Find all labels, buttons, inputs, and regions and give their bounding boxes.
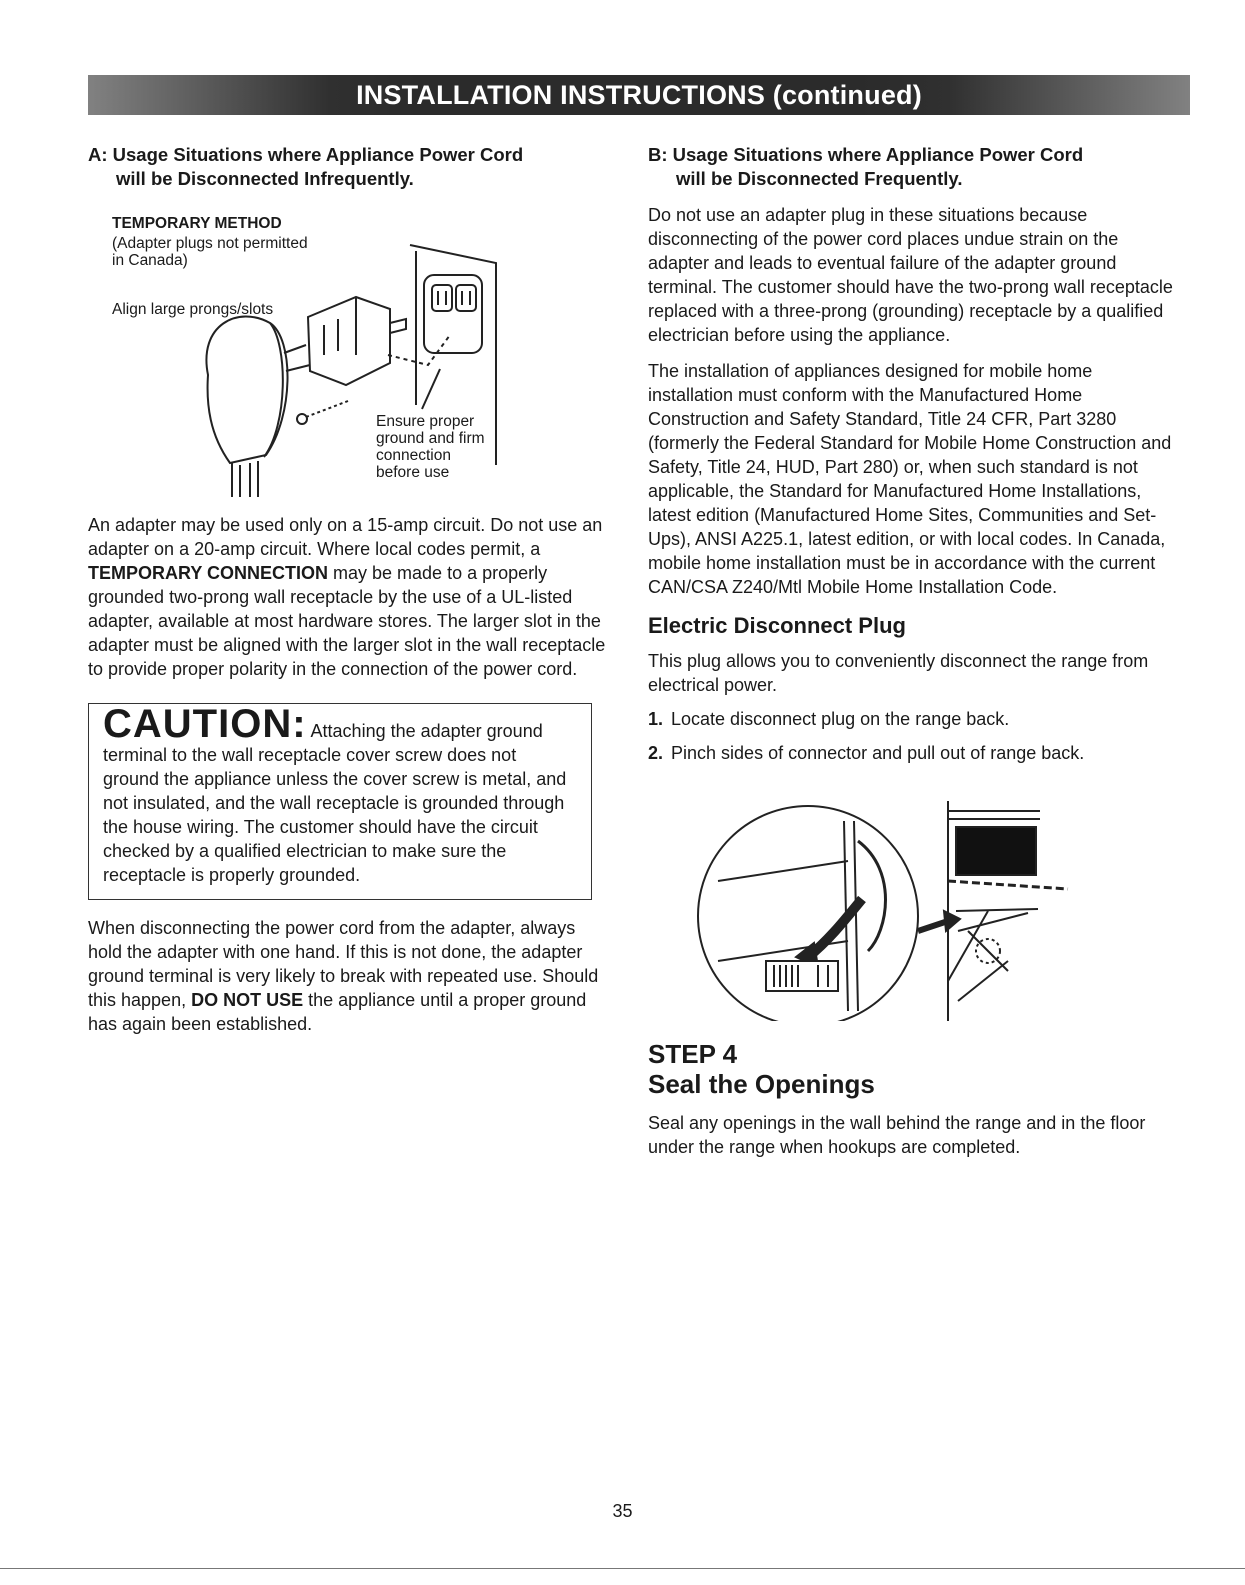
disconnect-steps: [648, 707, 1178, 765]
adapter-paragraph: An adapter may be used only on a 15-amp circuit. Do not use an adapter on a 20-amp circuit. Where local codes permit, a TEMPORARY CONNECTION may be made to a properly grounded two-prong wall receptacle by the use of a UL-listed adapter, available at most hardware stores. The larger slot in the adapter must be aligned with the larger slot in the wall receptacle to provide proper polarity in the connection of the power cord.: [88, 515, 606, 679]
figure-label-ensure-4: before use: [376, 464, 450, 481]
figure-label-canada-2: in Canada): [112, 252, 188, 269]
figure-label-align: Align large prongs/slots: [112, 301, 274, 318]
caution-word: CAUTION:: [103, 702, 307, 746]
disconnect-plug-figure: [648, 781, 1178, 1021]
caution-first-line: CAUTION: Attaching the adapter ground: [103, 702, 543, 746]
figure-label-canada-1: (Adapter plugs not permitted: [112, 235, 308, 252]
disconnect-paragraph: When disconnecting the power cord from the adapter, always hold the adapter with one hand. If this is not done, the adapter ground terminal is very likely to break with repeated use. Should this happen, DO NOT USE the appliance until a proper ground has again been established.: [88, 918, 599, 1034]
figure-label-method: TEMPORARY METHOD: [112, 215, 282, 232]
caution-text: terminal to the wall receptacle cover screw does not ground the appliance unless the cover screw is metal, and not insulated, and the wall receptacle is grounded through the house wiring. The customer should have the circuit checked by a qualified electrician to make sure the receptacle is properly grounded.: [103, 745, 567, 885]
adapter-warning-paragraph: Do not use an adapter plug in these situations because disconnecting of the power cord places undue strain on the adapter and leads to eventual failure of the adapter ground terminal. The customer should have the two-prong wall receptacle replaced with a three-prong (grounding) receptacle by a qualified electrician before using the appliance.: [648, 205, 1173, 345]
list-item: 2. Pinch sides of connector and pull out of range back.: [648, 743, 1085, 763]
mobile-home-paragraph: The installation of appliances designed for mobile home installation must conform with the Manufactured Home Construction and Safety Standard, Title 24 CFR, Part 3280 (formerly the Federal Standard for Mobile Home Construction and Safety, Title 24, HUD, Part 280) or, when such standard is not applicable, the Standard for Manufactured Home Installations, latest edition (Manufactured Home Sites, Communities and Set-Ups), ANSI A225.1, latest edition, or with local codes. In Canada, mobile home installation must be in accordance with the current CAN/CSA Z240/Mtl Mobile Home Installation Code.: [648, 361, 1172, 597]
seal-openings-paragraph: Seal any openings in the wall behind the range and in the floor under the range when hookups are completed.: [648, 1113, 1146, 1157]
electric-disconnect-heading: Electric Disconnect Plug: [648, 613, 906, 638]
section-b-title: B: Usage Situations where Appliance Power Cord will be Disconnected Frequently.: [648, 144, 1084, 189]
list-item: 1. Locate disconnect plug on the range back.: [648, 709, 1010, 729]
caution-box: [88, 703, 592, 900]
figure-label-ensure-1: Ensure proper: [376, 413, 475, 430]
step4-title: Seal the Openings: [648, 1069, 875, 1099]
right-column: [648, 143, 1178, 1159]
adapter-plug-figure: [88, 205, 608, 505]
left-column: [88, 143, 608, 1036]
step4-label: STEP 4: [648, 1039, 738, 1069]
section-a-title: A: Usage Situations where Appliance Power Cord will be Disconnected Infrequently.: [88, 144, 524, 189]
disconnect-plug-illustration: [648, 781, 1178, 1021]
figure-label-ensure-2: ground and firm: [376, 430, 485, 447]
disconnect-plug-paragraph: This plug allows you to conveniently disconnect the range from electrical power.: [648, 651, 1149, 695]
page-number: 35: [612, 1501, 633, 1521]
figure-label-ensure-3: connection: [376, 447, 451, 464]
page-header: INSTALLATION INSTRUCTIONS (continued): [88, 75, 1190, 115]
bottom-rule: [0, 1568, 1245, 1569]
